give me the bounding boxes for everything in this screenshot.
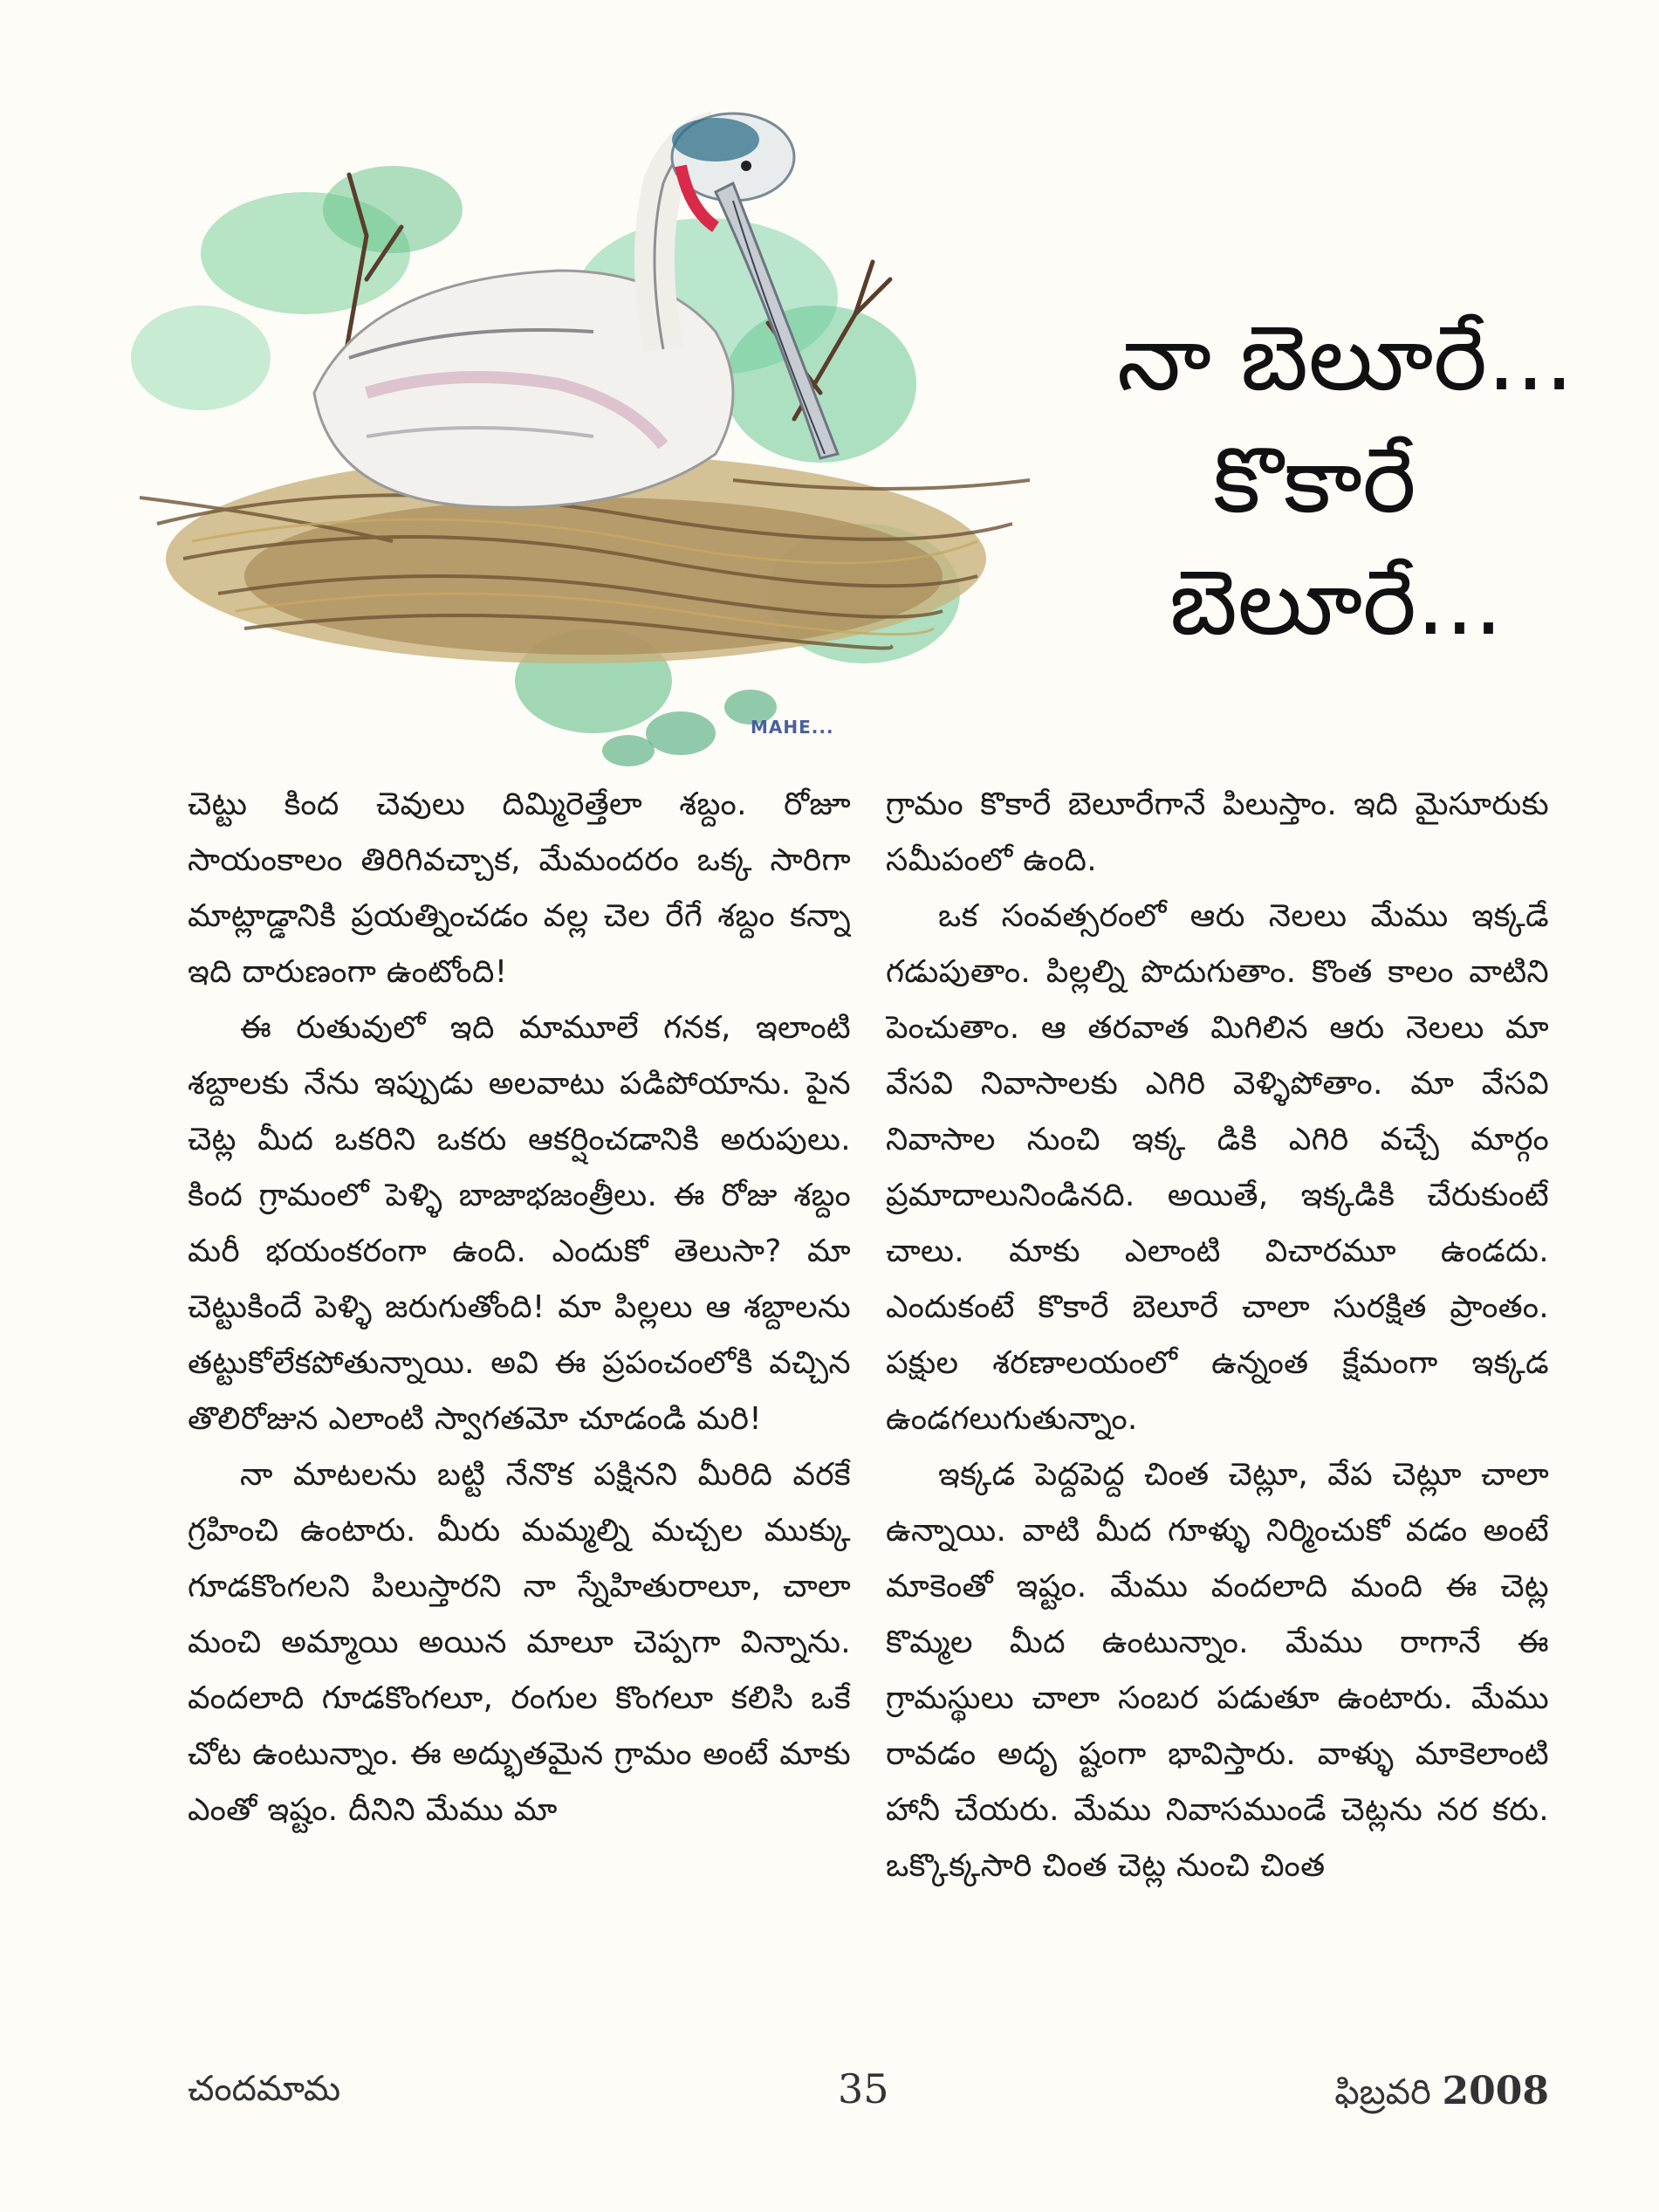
title-line-2: కొకారే <box>1213 427 1416 533</box>
paragraph: ఇక్కడ పెద్దపెద్ద చింత చెట్లూ, వేప చెట్లూ చాలా ఉన్నాయి. వాటి మీద గూళ్ళు నిర్మించుకో వడం అంటే మాకెంతో ఇష్టం. మేము వందలాది మంది ఈ చెట్ల కొమ్మల మీద ఉంటున్నాం. మేము రాగానే ఈ గ్రామస్థులు చాలా సంబర పడుతూ ఉంటారు. మేము రావడం అదృ ష్టంగా భావిస్తారు. వాళ్ళు మాకెలాంటి హానీ చేయరు. మేము నివాసముండే చెట్లను నర కరు. ఒక్కొక్కసారి చింత చెట్ల నుంచి చింత <box>886 1457 1549 1884</box>
issue-year: 2008 <box>1442 2069 1549 2113</box>
left-column <box>188 777 851 2060</box>
title-line-3: బెలూరే... <box>1169 549 1504 656</box>
page-number: 35 <box>838 2065 889 2112</box>
article-title <box>1117 297 1574 663</box>
page-footer <box>188 2065 1549 2130</box>
paragraph: నా మాటలను బట్టి నేనొక పక్షినని మీరిది వరకే గ్రహించి ఉంటారు. మీరు మమ్మల్ని మచ్చల ముక్కు గూడకొంగలని పిలుస్తారని నా స్నేహితురాలూ, చాలా మంచి అమ్మాయి అయిన మాలూ చెప్పగా విన్నాను. వందలాది గూడకొంగలూ, రంగుల కొంగలూ కలిసి ఒకే చోట ఉంటున్నాం. ఈ అద్భుతమైన గ్రామం అంటే మాకు ఎంతో ఇష్టం. దీనిని మేము మా <box>188 1457 851 1828</box>
artist-signature: MAHE... <box>751 717 834 738</box>
magazine-name: చందమామ <box>188 2069 341 2109</box>
right-column <box>886 777 1549 2060</box>
paragraph: గ్రామం కొకారే బెలూరేగానే పిలుస్తాం. ఇది మైసూరుకు సమీపంలో ఉంది. <box>886 787 1549 878</box>
paragraph: ఈ రుతువులో ఇది మామూలే గనక, ఇలాంటి శబ్దాలకు నేను ఇప్పుడు అలవాటు పడిపోయాను. పైన చెట్ల మీద ఒకరిని ఒకరు ఆకర్షించడానికి అరుపులు. కింద గ్రామంలో పెళ్ళి బాజాభజంత్రీలు. ఈ రోజు శబ్దం మరీ భయంకరంగా ఉంది. ఎందుకో తెలుసా? మా చెట్టుకిందే పెళ్ళి జరుగుతోంది! మా పిల్లలు ఆ శబ్దాలను తట్టుకోలేకపోతున్నాయి. అవి ఈ ప్రపంచంలోకి వచ్చిన తొలిరోజున ఎలాంటి స్వాగతమో చూడండి మరి! <box>188 1010 851 1437</box>
issue-date <box>1334 2069 1549 2121</box>
paragraph: ఒక సంవత్సరంలో ఆరు నెలలు మేము ఇక్కడే గడుపుతాం. పిల్లల్ని పొదుగుతాం. కొంత కాలం వాటిని పెంచుతాం. ఆ తరవాత మిగిలిన ఆరు నెలలు మా వేసవి నివాసాలకు ఎగిరి వెళ్ళిపోతాం. మా వేసవి నివాసాల నుంచి ఇక్క డికి ఎగిరి వచ్చే మార్గం ప్రమాదాలునిండినది. అయితే, ఇక్కడికి చేరుకుంటే చాలు. మాకు ఎలాంటి విచారమూ ఉండదు. ఎందుకంటే కొకారే బెలూరే చాలా సురక్షిత ప్రాంతం. పక్షుల శరణాలయంలో ఉన్నంత క్షేమంగా ఇక్కడ ఉండగలుగుతున్నాం. <box>886 898 1549 1437</box>
pelican-illustration <box>105 105 1196 777</box>
issue-month: ఫిబ్రవరి <box>1334 2072 1431 2112</box>
title-line-1: నా బెలూరే... <box>1117 305 1574 411</box>
paragraph: చెట్టు కింద చెవులు దిమ్మిరెత్తేలా శబ్దం. రోజూ సాయంకాలం తిరిగివచ్చాక, మేమందరం ఒక్క సారిగా మాట్లాడ్డానికి ప్రయత్నించడం వల్ల చెల రేగే శబ్దం కన్నా ఇది దారుణంగా ఉంటోంది! <box>188 787 851 990</box>
